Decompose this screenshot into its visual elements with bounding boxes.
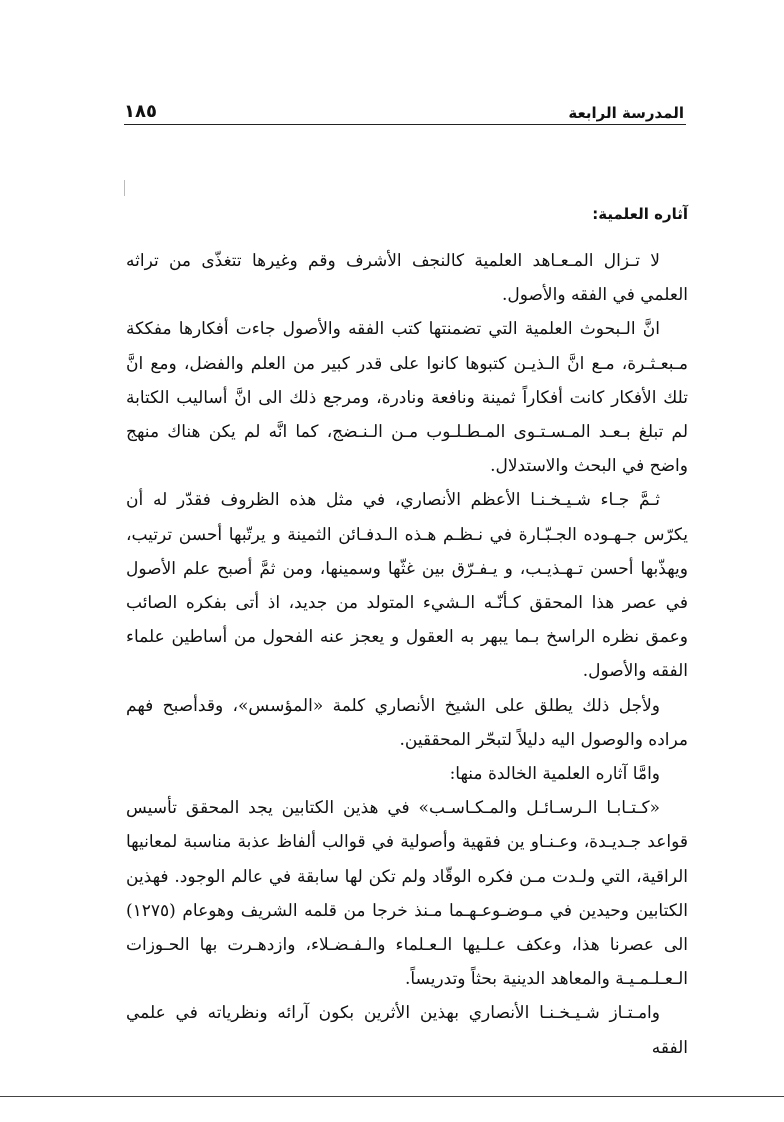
running-header	[124, 96, 684, 122]
margin-mark	[124, 180, 125, 196]
body-text	[126, 198, 688, 1065]
scan-edge-line	[0, 1096, 784, 1097]
paragraph-3: ثـمَّ جـاء شـيـخـنـا الأعظم الأنصاري، في مثل هذه الظروف فقدّر له أن يكرّس جـهـوده الجـبّـارة في نـظـم هـذه الـدفـائن الثمينة و يرتّبها أحسن ترتيب، ويهذّبها أحسن تـهـذيـب، و يـفـرّق بين غثّها وسمينها، ومن ثمَّ أصبح علم الأصول في عصر هذا المحقق كـأنّـه الـشيء المتولد من جديد، اذ أتى بفكره الصائب وعمق نظره الراسخ بـما يبهر به العقول و يعجز عنه الفحول من أساطين علماء الفقه والأصول.	[126, 490, 688, 682]
paragraph-2: انَّ الـبحوث العلمية التي تضمنتها كتب الفقه والأصول جاءت أفكارها مفككة مـبعـثـرة، مـع انَّ الـذيـن كتبوها كانوا على قدر كبير من العلم والفضل، ومع انَّ تلك الأفكار كانت أفكاراً ثمينة ونافعة ونادرة، ومرجع ذلك الى انَّ أساليب الكتابة لم تبلغ بـعـد المـسـتـوى المـطـلـوب مـن الـنـضج، كما انَّه لم يكن هناك منهج واضح في البحث والاستدلال.	[126, 319, 688, 477]
paragraph-1: لا تـزال المـعـاهد العلمية كالنجف الأشرف وقم وغيرها تتغذّى من تراثه العلمي في الفقه والأصول.	[126, 251, 688, 306]
paragraph-5: وامَّا آثاره العلمية الخالدة منها:	[449, 764, 660, 785]
page-number: ١٨٥	[124, 101, 157, 122]
paragraph-6: «كـتـابـا الـرسـائـل والمـكـاسـب» في هذين الكتابين يجد المحقق تأسيس قواعد جـديـدة، وعـنـاو ين فقهية وأصولية في قوالب ألفاظ عذبة مناسبة لمعانيها الراقية، التي ولـدت مـن فكره الوقّاد ولم تكن لها سابقة في عالم الوجود. فهذين الكتابين وحيدين في مـوضـوعـهـما مـنذ خرجا من قلمه الشريف وهوعام (١٢٧٥) الى عصرنا هذا، وعكف عـلـيها الـعـلماء والـفـضـلاء، وازدهـرت بها الحـوزات الـعـلـمـيـة والمعاهد الدينية بحثاً وتدريساً.	[126, 798, 688, 990]
paragraph-7: وامـتـاز شـيـخـنـا الأنصاري بهذين الأثرين بكون آرائه ونظرياته في علمي الفقه	[126, 1003, 688, 1058]
running-header-title: المدرسة الرابعة	[568, 104, 684, 122]
paragraph-4: ولأجل ذلك يطلق على الشيخ الأنصاري كلمة «المؤسس»، وقدأصبح فهم مراده والوصول اليه دليلاً لتبحّر المحققين.	[126, 695, 688, 750]
section-heading: آثاره العلمية:	[592, 205, 688, 223]
header-rule	[124, 124, 686, 125]
